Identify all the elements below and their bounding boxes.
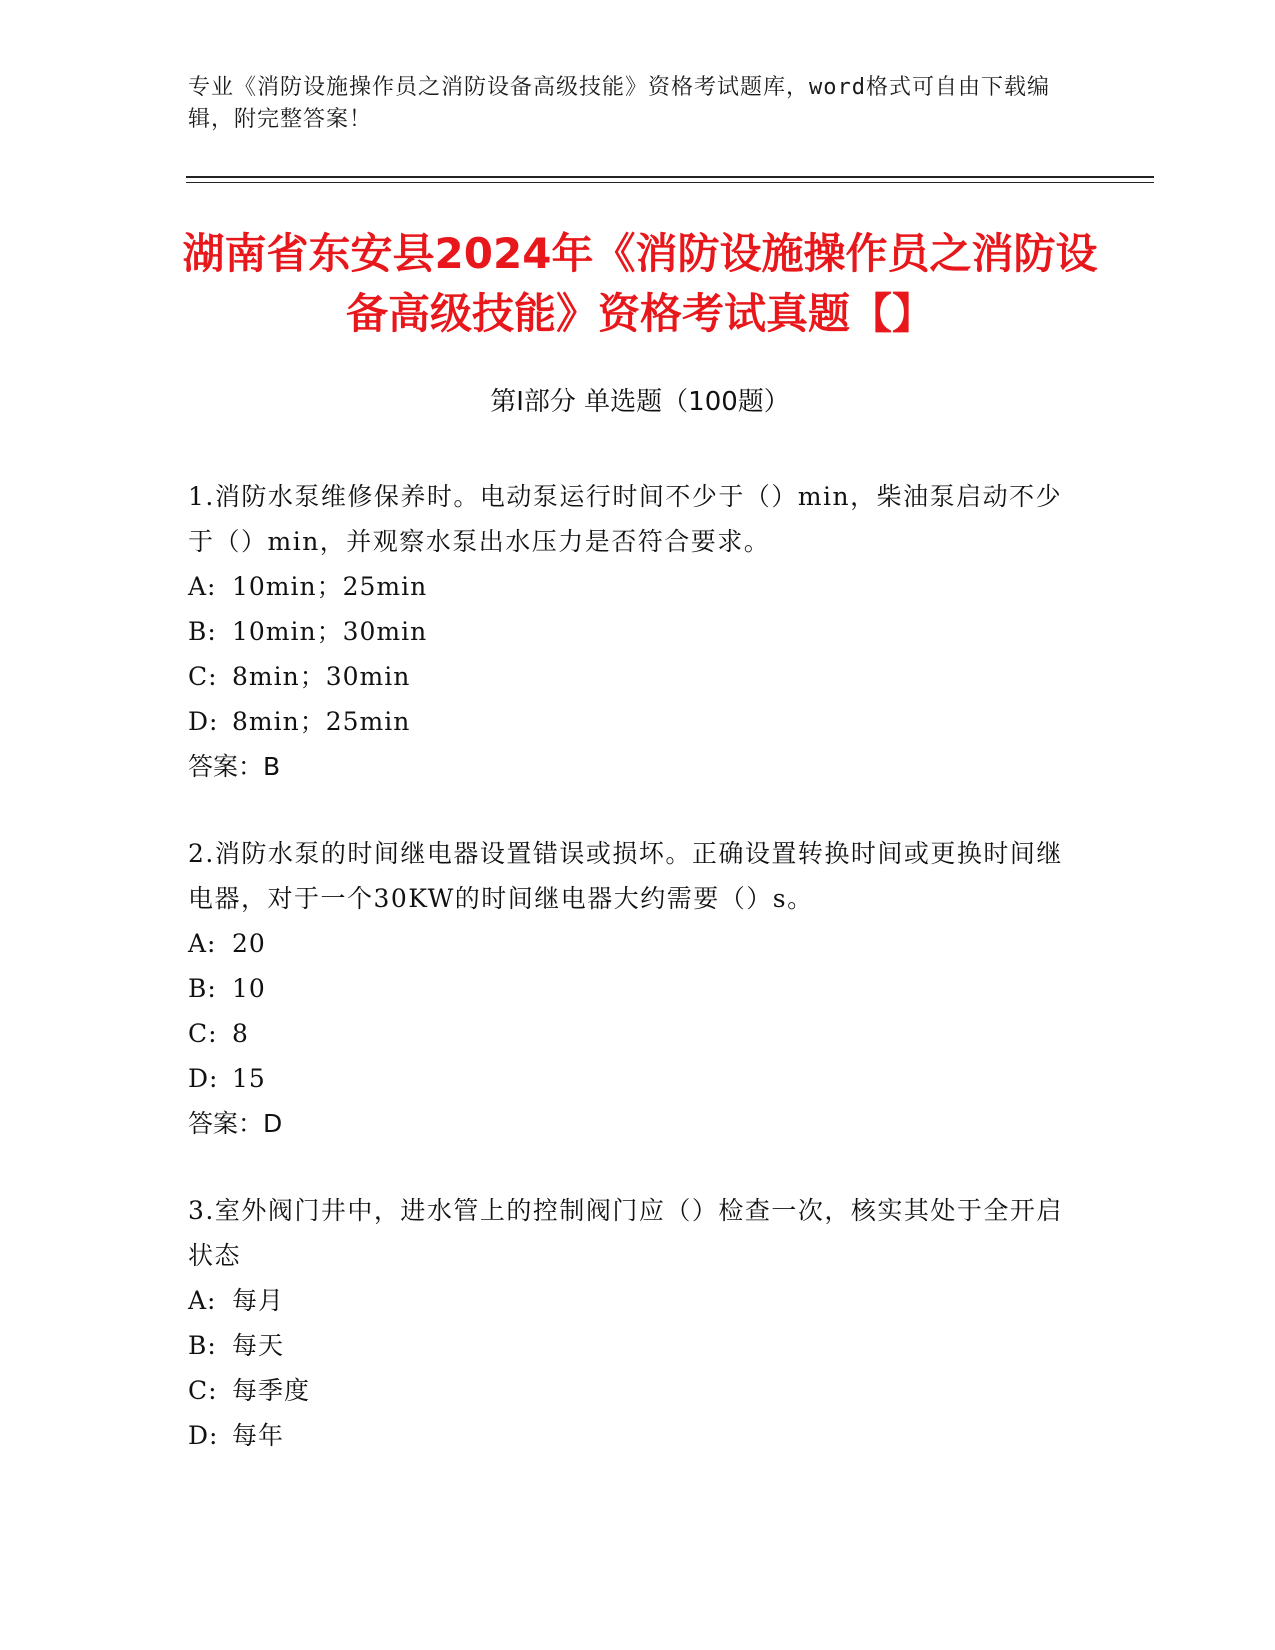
question-1 (188, 474, 1088, 789)
option-text: 每季度 (232, 1376, 311, 1405)
option-text: 8 (232, 1019, 249, 1048)
option-text: 10 (232, 974, 266, 1003)
option-letter: D: (188, 1421, 219, 1450)
question-stem: 3.室外阀门井中，进水管上的控制阀门应（）检查一次，核实其处于全开启状态 (188, 1196, 1063, 1270)
header-rule-thin (186, 182, 1154, 183)
option-text: 20 (232, 929, 266, 958)
document-title: 湖南省东安县2024年《消防设施操作员之消防设备高级技能》资格考试真题【】 (182, 229, 1098, 338)
answer-line: 答案：B (188, 752, 281, 781)
option-c (188, 1368, 1088, 1413)
option-letter: B: (188, 974, 217, 1003)
option-c (188, 1011, 1088, 1056)
option-d (188, 1056, 1088, 1101)
option-text: 8min；25min (232, 707, 411, 736)
question-stem: 1.消防水泵维修保养时。电动泵运行时间不少于（）min，柴油泵启动不少于（）min，并观察水泵出水压力是否符合要求。 (188, 482, 1063, 556)
option-letter: C: (188, 1019, 218, 1048)
question-stem: 2.消防水泵的时间继电器设置错误或损坏。正确设置转换时间或更换时间继电器，对于一个30KW的时间继电器大约需要（）s。 (188, 839, 1063, 913)
option-text: 15 (232, 1064, 266, 1093)
option-letter: B: (188, 617, 217, 646)
option-a (188, 1278, 1088, 1323)
option-letter: A: (188, 572, 217, 601)
option-text: 10min；25min (232, 572, 428, 601)
question-list (188, 474, 1088, 1500)
option-b (188, 609, 1088, 654)
option-b (188, 966, 1088, 1011)
option-d (188, 1413, 1088, 1458)
option-text: 每年 (232, 1421, 285, 1450)
option-letter: C: (188, 1376, 218, 1405)
option-a (188, 921, 1088, 966)
option-letter: A: (188, 929, 217, 958)
option-text: 10min；30min (232, 617, 428, 646)
option-b (188, 1323, 1088, 1368)
option-letter: D: (188, 707, 219, 736)
option-text: 每天 (232, 1331, 285, 1360)
header-note: 专业《消防设施操作员之消防设备高级技能》资格考试题库，word格式可自由下载编辑，附完整答案！ (188, 75, 1050, 132)
option-letter: B: (188, 1331, 217, 1360)
option-letter: A: (188, 1286, 217, 1315)
question-3 (188, 1188, 1088, 1458)
option-text: 每月 (232, 1286, 285, 1315)
option-letter: D: (188, 1064, 219, 1093)
option-letter: C: (188, 662, 218, 691)
option-d (188, 699, 1088, 744)
option-a (188, 564, 1088, 609)
question-2 (188, 831, 1088, 1146)
header-rule-thick (186, 176, 1154, 178)
answer-line: 答案：D (188, 1109, 283, 1138)
option-c (188, 654, 1088, 699)
section-heading: 第Ⅰ部分 单选题（100题） (490, 387, 790, 417)
option-text: 8min；30min (232, 662, 411, 691)
